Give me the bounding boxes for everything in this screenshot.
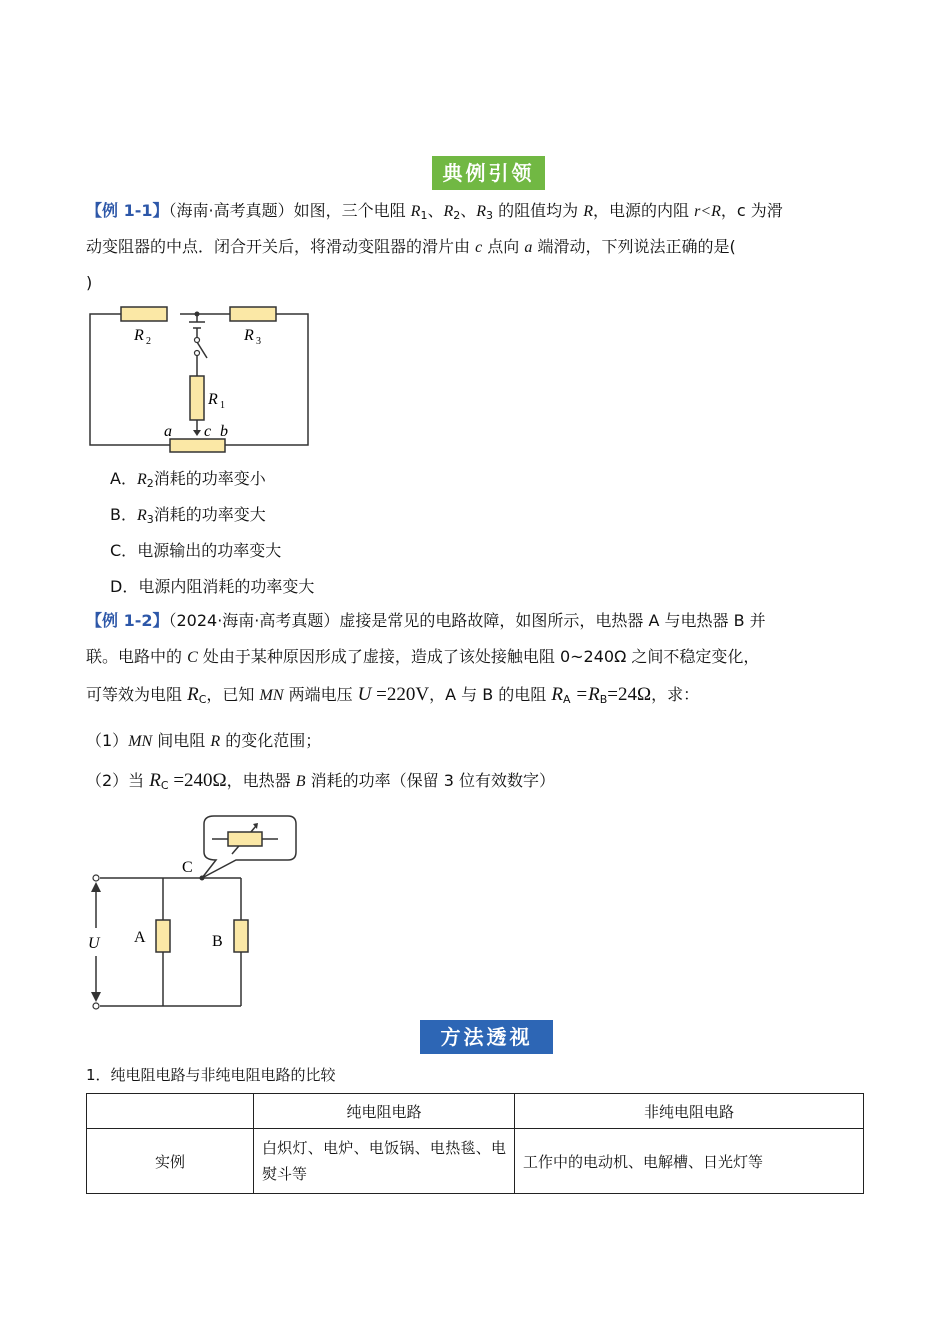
ex1-r-lt-R: r<R [694,203,721,220]
ex2-q1-text: 的变化范围； [220,731,322,750]
ex1-r2: R [443,203,454,220]
table-row-label: 实例 [87,1129,254,1194]
ex2-q2-R-sub: C [160,779,169,792]
label-b: B [212,933,223,950]
label-c: C [182,859,193,876]
ex2-MN: MN [259,687,284,704]
option-a-sub: 2 [146,477,154,490]
ex2-ra-sub: A [562,693,571,706]
option-a-text: 消耗的功率变小 [153,469,266,488]
option-c-letter: C． [110,541,138,560]
label-r2: R [134,327,144,344]
ex1-text: 动变阻器的中点．闭合开关后，将滑动变阻器的滑片由 [86,237,476,256]
ex2-U: U [357,684,372,705]
ex2-text: 可等效为电阻 [86,685,188,704]
option-b-sub: 3 [146,513,154,526]
ex1-line2 [86,236,864,259]
ex1-a: a [524,239,533,256]
table-header-pure: 纯电阻电路 [254,1094,515,1129]
ex1-text: 端滑动，下列说法正确的是( [532,237,736,256]
ex2-text: ，A 与 B 的电阻 [429,685,552,704]
option-b-text: 消耗的功率变大 [153,505,266,524]
label-a: A [134,929,146,946]
ex2-circuit-diagram [86,812,306,1016]
ex2-text: ，求： [651,685,700,704]
option-c [110,540,281,562]
option-b-letter: B． [110,505,137,524]
ex2-source: （2024·海南·高考真题） [168,611,340,630]
ex1-r1: R [410,203,421,220]
table-cell-nonpure: 工作中的电动机、电解槽、日光灯等 [515,1129,864,1194]
ex2-q2-val: =240Ω [168,770,227,791]
ex1-text: 如图，三个电阻 [293,201,411,220]
ex2-text: 两端电压 [283,685,358,704]
label-r1: R [208,391,218,408]
ex2-line2 [86,646,864,669]
option-d-text: 电源内阻消耗的功率变大 [138,577,315,596]
ex1-r3: R [476,203,487,220]
option-b [110,504,266,531]
ex2-q2-R: R [149,770,161,791]
ex1-line1 [86,200,864,227]
ex1-text: 的阻值均为 [493,201,584,220]
ex2-rb-sub: B [599,693,608,706]
ex2-q2-B: B [295,773,306,790]
label-r2-sub: 2 [146,336,151,347]
table-header-nonpure: 非纯电阻电路 [515,1094,864,1129]
resistor-r1 [190,376,204,420]
table-cell-pure: 白炽灯、电炉、电饭锅、电热毯、电熨斗等 [254,1129,515,1194]
ex2-q1-num: （1） [86,731,129,750]
variable-resistor-icon [228,832,262,846]
ex1-text: ，电源的内阻 [593,201,695,220]
option-d-letter: D． [110,577,139,596]
ex1-r3-sub: 3 [486,209,494,222]
ex1-sep: 、 [460,201,477,220]
ex2-text: 虚接是常见的电路故障，如图所示，电热器 A 与电热器 B 并 [339,611,766,630]
ex1-c: c [475,239,483,256]
ex2-tag: 【例 1-2】 [86,611,169,630]
ex1-text: ，c 为滑 [720,201,783,220]
ex2-U-val: =220V [371,684,430,705]
ex2-rc-sub: C [198,693,207,706]
option-b-r: R [136,507,147,524]
banner-typical-examples: 典例引领 [432,156,545,190]
label-a: a [164,423,172,440]
table-header-empty [87,1094,254,1129]
ex2-q1 [86,730,864,753]
option-a-r: R [136,471,147,488]
option-a [110,468,266,495]
label-r3: R [244,327,254,344]
ex2-rb-val: =24Ω [607,684,652,705]
ex1-text: 点向 [482,237,525,256]
ex2-C: C [187,649,198,666]
ex2-text: 联。电路中的 [86,647,188,666]
ex1-r1-sub: 1 [420,209,428,222]
table-row [87,1129,864,1194]
ex1-line3: ) [86,273,93,292]
ex1-R: R [583,203,594,220]
ex1-source: （海南·高考真题） [168,201,294,220]
label-c: c [204,423,212,440]
ex2-q1-text: 间电阻 [152,731,211,750]
ex2-text: ，已知 [206,685,260,704]
ex2-q2-text: 消耗的功率（保留 3 位有效数字） [305,771,555,790]
option-c-text: 电源输出的功率变大 [137,541,282,560]
ex2-text: 处由于某种原因形成了虚接，造成了该处接触电阻 0~240Ω 之间不稳定变化， [197,647,760,666]
ex2-line3 [86,684,864,711]
ex1-circuit-diagram [86,300,316,460]
resistor-r2 [121,307,167,321]
ex2-q2 [86,770,864,797]
section-heading: 1．纯电阻电路与非纯电阻电路的比较 [86,1066,336,1084]
option-d [110,576,314,598]
ex2-q1-R: R [210,733,221,750]
heater-a [156,920,170,952]
ex2-q1-MN: MN [128,733,153,750]
ex2-q2-num: （2）当 [86,771,150,790]
label-b: b [220,423,228,440]
ex1-sep: 、 [427,201,444,220]
ex2-line1 [86,610,864,632]
ex2-rb: =R [570,684,600,705]
ex1-tag: 【例 1-1】 [86,201,169,220]
ex2-rc: R [187,684,199,705]
label-r1-sub: 1 [220,400,225,411]
ex2-q2-text: ，电热器 [226,771,296,790]
ex1-r2-sub: 2 [453,209,461,222]
table-header-row [87,1094,864,1129]
option-a-letter: A． [110,469,137,488]
comparison-table [86,1093,864,1194]
ex2-ra: R [551,684,563,705]
label-u: U [88,935,100,952]
resistor-r3 [230,307,276,321]
rheostat [170,439,225,452]
label-r3-sub: 3 [256,336,261,347]
heater-b [234,920,248,952]
banner-method-insight: 方法透视 [420,1020,553,1054]
